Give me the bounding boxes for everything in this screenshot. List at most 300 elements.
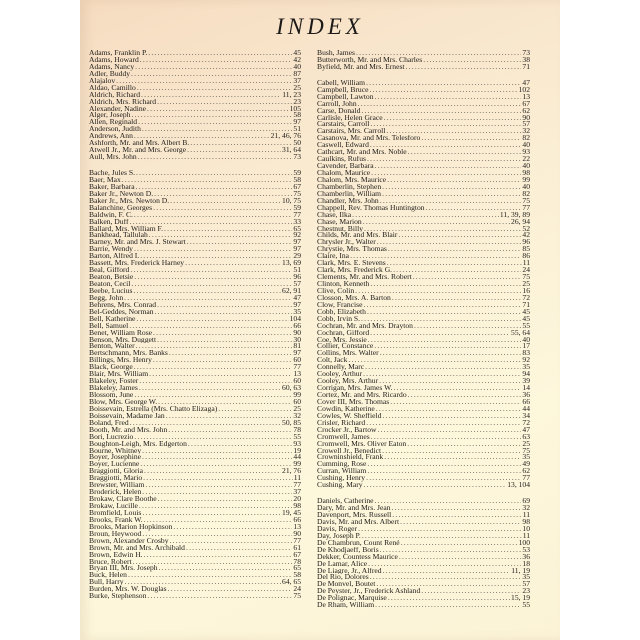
index-entry: [317, 554, 530, 561]
index-entry: [317, 232, 530, 239]
index-entry: [317, 441, 530, 448]
entry-pages: 102: [518, 86, 530, 94]
dot-leader: [352, 212, 499, 219]
index-entry: [89, 112, 301, 119]
index-entry: [317, 50, 530, 57]
entry-pages: 35: [522, 364, 530, 372]
entry-pages: 35: [293, 308, 301, 316]
dot-leader: [376, 406, 522, 413]
dot-leader: [383, 568, 511, 575]
dot-leader: [153, 357, 293, 364]
dot-leader: [380, 198, 522, 205]
index-entry: [89, 260, 301, 267]
dot-leader: [399, 554, 522, 561]
entry-pages: 47: [522, 426, 530, 434]
dot-leader: [358, 101, 522, 108]
index-entry: [317, 399, 530, 406]
entry-name: Allen, Reginald: [89, 119, 138, 127]
index-entry: [317, 461, 530, 468]
entry-name: Adler, Buddy: [89, 70, 131, 78]
index-entry: [89, 246, 301, 253]
dot-leader: [139, 503, 293, 510]
index-entry: [317, 108, 530, 115]
dot-leader: [398, 232, 521, 239]
index-entry: [89, 219, 301, 226]
entry-name: Balken, Duff: [89, 218, 129, 226]
entry-name: Carse, Donald: [317, 107, 361, 115]
entry-name: Boland, Fred: [89, 419, 129, 427]
index-entry: [89, 78, 301, 85]
entry-name: Collins, Mrs. Walter: [317, 350, 379, 358]
dot-leader: [366, 80, 521, 87]
dot-leader: [363, 219, 510, 226]
entry-pages: 60, 63: [282, 385, 301, 392]
dot-leader: [137, 85, 293, 92]
dot-leader: [168, 427, 292, 434]
letter-group-spacer: [317, 489, 530, 498]
entry-name: Closson, Mrs. A. Barton: [317, 294, 391, 302]
entry-pages: 35: [522, 454, 530, 462]
dot-leader: [371, 434, 522, 441]
dot-leader: [382, 413, 521, 420]
entry-name: Boissevain, Madame Jan: [89, 412, 165, 420]
entry-name: Cathcart, Mr. and Mrs. Noble: [317, 149, 407, 157]
dot-leader: [157, 302, 292, 309]
index-entry: [89, 295, 301, 302]
dot-leader: [134, 392, 292, 399]
index-entry: [317, 198, 530, 205]
entry-name: Cabell, William: [317, 79, 366, 87]
entry-pages: 22: [522, 156, 530, 164]
entry-pages: 32: [293, 412, 301, 420]
index-entry: [317, 281, 530, 288]
index-entry: [317, 454, 530, 461]
dot-leader: [408, 149, 522, 156]
entry-name: Baer, Max: [89, 176, 121, 184]
entry-name: Blossom, June: [89, 392, 134, 399]
entry-name: Colt, Jack: [317, 357, 348, 365]
dot-leader: [141, 92, 281, 99]
index-entry: [317, 226, 530, 233]
entry-pages: 61: [293, 544, 301, 552]
entry-name: Benton, Walter: [89, 343, 135, 351]
dot-leader: [401, 540, 518, 547]
dot-leader: [367, 309, 521, 316]
entry-pages: 17: [522, 343, 530, 351]
index-entry: [89, 330, 301, 337]
dot-leader: [423, 57, 521, 64]
dot-leader: [139, 378, 292, 385]
dot-leader: [367, 156, 521, 163]
dot-leader: [374, 343, 521, 350]
index-entry: [89, 448, 301, 455]
dot-leader: [361, 108, 521, 115]
entry-pages: 45: [522, 315, 530, 323]
index-entry: [89, 565, 301, 572]
entry-pages: 10: [522, 525, 530, 533]
entry-name: Bourne, Whitney: [89, 447, 142, 455]
entry-pages: 59: [293, 204, 301, 212]
entry-name: Chrysler Jr., Walter: [317, 239, 376, 247]
entry-name: Cushing, Mary: [317, 482, 363, 490]
entry-pages: 15, 19: [511, 595, 530, 603]
dot-leader: [421, 135, 521, 142]
entry-name: Cooley, Arthur: [317, 371, 363, 379]
index-entry: [317, 101, 530, 108]
entry-pages: 82: [522, 190, 530, 198]
entry-name: Chalom, Mrs. Maurice: [317, 176, 387, 184]
entry-pages: 105: [289, 105, 301, 113]
index-entry: [317, 427, 530, 434]
entry-name: Anderson, Judith: [89, 126, 141, 134]
dot-leader: [170, 538, 293, 545]
entry-pages: 99: [293, 392, 301, 399]
index-entry: [89, 106, 301, 113]
index-entry: [89, 413, 301, 420]
dot-leader: [140, 253, 292, 260]
index-entry: [317, 588, 530, 595]
entry-pages: 97: [293, 301, 301, 309]
entry-pages: 75: [522, 274, 530, 281]
entry-pages: 58: [293, 572, 301, 580]
dot-leader: [370, 330, 510, 337]
entry-pages: 40: [522, 336, 530, 344]
entry-pages: 55: [522, 322, 530, 330]
entry-name: Balanchine, Georges: [89, 204, 153, 212]
entry-name: Connelly, Marc: [317, 364, 365, 372]
dot-leader: [128, 572, 292, 579]
entry-pages: 35: [522, 574, 530, 582]
entry-pages: 63: [522, 433, 530, 441]
entry-name: De Peyster, Jr., Frederick Ashland: [317, 588, 421, 596]
entry-pages: 50, 85: [282, 419, 301, 427]
entry-name: De Lamar, Alice: [317, 560, 368, 568]
entry-name: Collier, Constance: [317, 343, 374, 351]
entry-name: Billings, Mrs. Henry: [89, 357, 152, 365]
entry-name: De Polignac, Marquise: [317, 595, 387, 603]
entry-pages: 55: [293, 433, 301, 441]
entry-pages: 75: [293, 190, 301, 198]
entry-pages: 34: [522, 412, 530, 420]
entry-pages: 25: [293, 84, 301, 92]
entry-pages: 23: [293, 98, 301, 106]
entry-pages: 60: [293, 378, 301, 386]
dot-leader: [185, 260, 281, 267]
index-entry: [317, 343, 530, 350]
index-entry: [317, 371, 530, 378]
entry-name: Boissevain, Estrella (Mrs. Chatto Elizaga): [89, 405, 218, 413]
left-column: [89, 50, 301, 600]
entry-pages: 67: [293, 183, 301, 191]
index-entry: [317, 385, 530, 392]
entry-pages: 51: [293, 267, 301, 275]
index-entry: [89, 524, 301, 531]
dot-leader: [147, 106, 289, 113]
dot-leader: [173, 524, 292, 531]
entry-pages: 67: [293, 551, 301, 559]
entry-name: Crowninshield, Frank: [317, 454, 384, 462]
index-entry: [317, 602, 530, 609]
index-entry: [317, 350, 530, 357]
index-entry: [317, 142, 530, 149]
entry-pages: 62: [522, 468, 530, 476]
entry-name: Aldrich, Mrs. Richard: [89, 98, 157, 106]
entry-pages: 73: [522, 50, 530, 57]
dot-leader: [134, 133, 270, 140]
entry-name: Childs, Mr. and Mrs. Blair: [317, 232, 398, 240]
index-entry: [317, 505, 530, 512]
entry-name: Brown, Mr. and Mrs. Archibald: [89, 544, 185, 552]
entry-pages: 47: [522, 79, 530, 87]
entry-name: De Khodjaeff, Boris: [317, 546, 379, 554]
dot-leader: [390, 399, 521, 406]
index-entry: [317, 392, 530, 399]
index-entry: [89, 281, 301, 288]
index-entry: [317, 191, 530, 198]
entry-pages: 45: [522, 308, 530, 316]
entry-name: Chamberlin, Stephen: [317, 183, 382, 191]
entry-pages: 104: [289, 315, 301, 323]
entry-name: De Monvel, Boutet: [317, 581, 376, 589]
index-entry: [89, 226, 301, 233]
entry-name: De Chambrun, Count René: [317, 539, 400, 547]
entry-pages: 87: [293, 70, 301, 78]
entry-name: Carroll, John: [317, 100, 357, 108]
dot-leader: [142, 126, 293, 133]
dot-leader: [169, 350, 293, 357]
dot-leader: [355, 288, 521, 295]
entry-pages: 83: [522, 350, 530, 358]
entry-pages: 11: [522, 260, 530, 268]
dot-leader: [371, 170, 521, 177]
entry-pages: 69: [522, 498, 530, 506]
index-entry: [317, 581, 530, 588]
index-entry: [89, 343, 301, 350]
entry-name: Cobb, Irvin S.: [317, 315, 361, 323]
entry-pages: 66: [522, 398, 530, 406]
index-entry: [89, 385, 301, 392]
index-entry: [89, 309, 301, 316]
dot-leader: [186, 545, 292, 552]
index-entry: [317, 87, 530, 94]
entry-pages: 77: [522, 475, 530, 483]
entry-pages: 77: [293, 364, 301, 372]
index-entry: [89, 119, 301, 126]
entry-pages: 51: [293, 126, 301, 134]
entry-pages: 45: [293, 50, 301, 57]
index-entry: [317, 519, 530, 526]
index-entry: [89, 147, 301, 154]
entry-name: Burden, Mrs. W. Douglas: [89, 586, 167, 594]
entry-pages: 57: [293, 281, 301, 288]
index-entry: [317, 533, 530, 540]
dot-leader: [129, 323, 292, 330]
index-entry: [89, 288, 301, 295]
entry-name: Chestnut, Billy: [317, 225, 363, 233]
index-entry: [89, 406, 301, 413]
entry-name: Chrystie, Mrs. Thomas: [317, 246, 387, 254]
entry-name: Blakeley, James: [89, 385, 138, 392]
index-entry: [317, 482, 530, 489]
entry-name: De Liagre, Jr., Alfred: [317, 567, 382, 575]
dot-leader: [187, 239, 293, 246]
entry-name: Brewster, William: [89, 482, 145, 490]
entry-pages: 44: [293, 454, 301, 462]
dot-leader: [358, 526, 521, 533]
dot-leader: [130, 219, 293, 226]
entry-pages: 86: [522, 253, 530, 261]
entry-pages: 40: [522, 142, 530, 150]
entry-pages: 37: [293, 489, 301, 497]
entry-name: Begg, John: [89, 294, 124, 302]
dot-leader: [356, 50, 521, 57]
dot-leader: [170, 198, 281, 205]
dot-leader: [426, 205, 522, 212]
entry-name: Brooks, Marion Hopkinson: [89, 523, 173, 531]
entry-name: Adams, Franklin P.: [89, 50, 148, 57]
dot-leader: [218, 406, 292, 413]
entry-name: Adams, Nancy: [89, 63, 135, 71]
entry-name: Crocker Jr., Bartow: [317, 426, 377, 434]
entry-name: Davenport, Mrs. Russell: [317, 512, 392, 519]
index-entry: [317, 357, 530, 364]
index-entry: [89, 170, 301, 177]
entry-pages: 13, 104: [507, 482, 530, 490]
entry-name: Atwell Jr., Mr. and Mrs. George: [89, 147, 187, 155]
dot-leader: [145, 482, 292, 489]
dot-leader: [377, 239, 522, 246]
index-entry: [89, 126, 301, 133]
index-entry: [317, 64, 530, 71]
index-entry: [89, 274, 301, 281]
entry-name: Butterworth, Mr. and Mrs. Charles: [317, 56, 423, 64]
dot-leader: [388, 595, 510, 602]
index-entry: [89, 99, 301, 106]
entry-name: Beebe, Lucius: [89, 287, 133, 295]
entry-name: De Rham, William: [317, 602, 375, 610]
entry-pages: 99: [522, 176, 530, 184]
dot-leader: [375, 498, 522, 505]
dot-leader: [134, 246, 292, 253]
entry-name: Campbell, Bruce: [317, 86, 369, 94]
index-entry: [317, 253, 530, 260]
index-entry: [89, 545, 301, 552]
dot-leader: [364, 482, 507, 489]
entry-pages: 40: [293, 63, 301, 71]
entry-name: Bache, Jules S.: [89, 170, 135, 177]
index-entry: [317, 274, 530, 281]
entry-name: Bankhead, Tallulah: [89, 232, 148, 240]
entry-pages: 60: [293, 357, 301, 365]
dot-leader: [133, 559, 293, 566]
entry-pages: 36: [522, 392, 530, 399]
dot-leader: [348, 357, 521, 364]
index-entry: [89, 371, 301, 378]
index-entry: [317, 184, 530, 191]
entry-name: Brokaw, Clare Boothe: [89, 496, 157, 503]
entry-name: Beal, Gifford: [89, 267, 130, 275]
index-entry: [89, 593, 301, 600]
index-entry: [89, 517, 301, 524]
dot-leader: [159, 565, 293, 572]
entry-name: Blair, Mrs. William: [89, 371, 149, 379]
entry-pages: 49: [522, 461, 530, 469]
index-entry: [89, 441, 301, 448]
index-entry: [89, 378, 301, 385]
index-entry: [317, 205, 530, 212]
entry-pages: 25: [522, 281, 530, 288]
entry-name: Benet, William Rose: [89, 329, 153, 337]
index-entry: [89, 140, 301, 147]
index-entry: [317, 156, 530, 163]
entry-pages: 59: [293, 170, 301, 177]
entry-name: Cochran, Mr. and Mrs. Drayton: [317, 322, 413, 330]
entry-pages: 24: [293, 586, 301, 594]
index-entry: [89, 239, 301, 246]
dot-leader: [375, 163, 522, 170]
index-entry: [89, 92, 301, 99]
entry-name: Bori, Lucrezio: [89, 433, 134, 441]
dot-leader: [362, 533, 522, 540]
entry-pages: 20: [293, 496, 301, 503]
index-entry: [317, 512, 530, 519]
dot-leader: [370, 574, 522, 581]
entry-name: Bel-Geddes, Norman: [89, 308, 154, 316]
index-entry: [89, 50, 301, 57]
entry-pages: 71: [522, 63, 530, 71]
index-entry: [317, 94, 530, 101]
entry-pages: 77: [293, 211, 301, 219]
entry-pages: 73: [293, 154, 301, 161]
dot-leader: [140, 57, 293, 64]
entry-name: Clark, Mrs. Frederick G.: [317, 267, 393, 275]
entry-name: Brokaw, Lucille: [89, 503, 138, 510]
index-entry: [89, 510, 301, 517]
index-entry: [89, 205, 301, 212]
entry-name: Chase, Ilka: [317, 211, 352, 219]
index-entry: [89, 337, 301, 344]
entry-pages: 11, 39, 89: [499, 211, 530, 219]
index-entry: [317, 128, 530, 135]
index-entry: [89, 177, 301, 184]
entry-pages: 92: [293, 232, 301, 240]
entry-name: Behrens, Mrs. Conrad: [89, 301, 157, 309]
index-entry: [89, 198, 301, 205]
dot-leader: [364, 226, 521, 233]
entry-name: Chappell, Rev. Thomas Huntington: [317, 204, 425, 212]
entry-pages: 58: [293, 176, 301, 184]
entry-name: Aldao, Camillo: [89, 84, 136, 92]
entry-name: Bull, Harry: [89, 579, 124, 587]
entry-name: Bush, James: [317, 50, 355, 57]
entry-name: Alger, Joseph: [89, 112, 131, 120]
letter-group-spacer: [317, 71, 530, 80]
entry-pages: 100: [518, 539, 530, 547]
right-column: [317, 50, 530, 609]
entry-name: Curran, William: [317, 468, 367, 476]
index-entry: [317, 337, 530, 344]
entry-name: Claire, Ina: [317, 253, 350, 261]
entry-name: Clark, Mrs. E. Stevens: [317, 260, 386, 268]
dot-leader: [367, 468, 521, 475]
dot-leader: [394, 385, 522, 392]
index-entry: [89, 434, 301, 441]
dot-leader: [400, 519, 521, 526]
index-entry: [317, 246, 530, 253]
dot-leader: [350, 253, 521, 260]
dot-leader: [153, 330, 292, 337]
entry-name: Baker Jr., Newton D.: [89, 190, 154, 198]
